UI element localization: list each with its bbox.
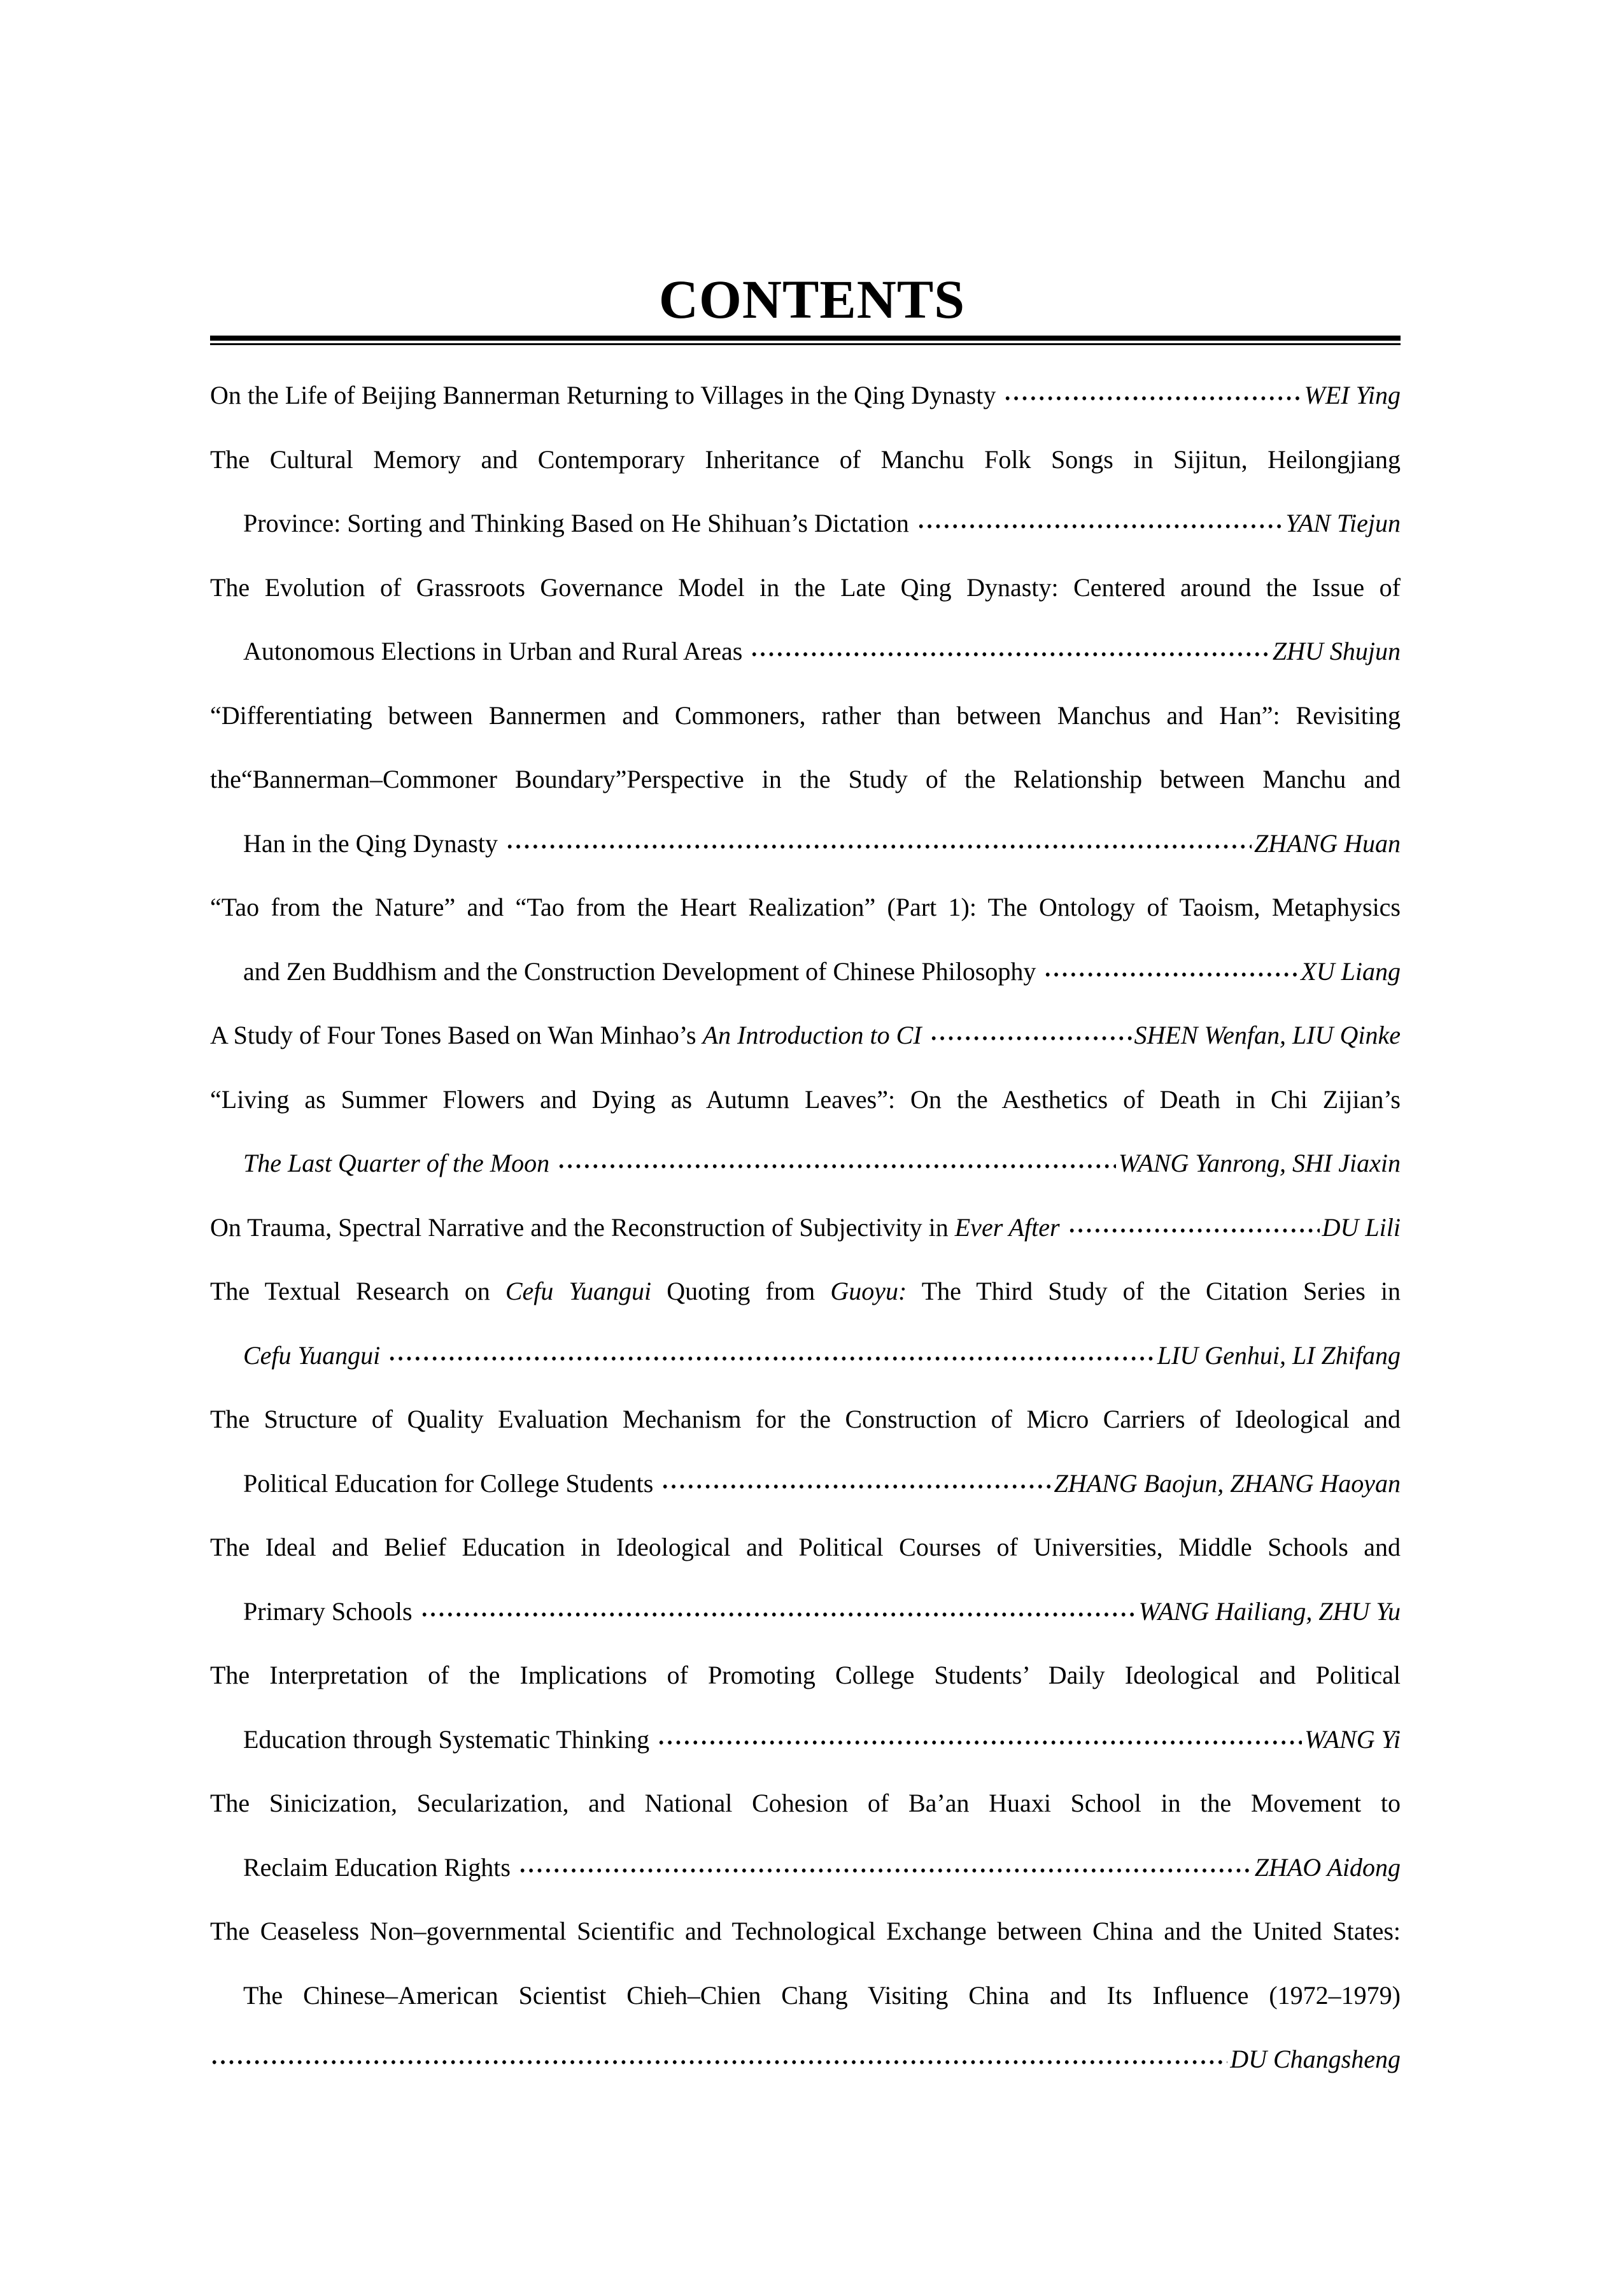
entry-title-text (210, 1004, 922, 1068)
entry-title-text: The Ceaseless Non–governmental Scientific and Technological Exchange between China and the United States: (210, 1917, 1401, 1945)
entry-title-text: The Chinese–American Scientist Chieh–Chien Chang Visiting China and Its Influence (1972–1979) (243, 1980, 1401, 2010)
work-title-italic: Cefu Yuangui (243, 1340, 381, 1370)
entry-title-text: “Differentiating between Bannermen and Commoners, rather than between Manchus and Han”: Revisiting (210, 700, 1401, 730)
toc-entry-line (210, 1196, 1401, 1260)
entry-title-text (210, 1196, 1060, 1260)
toc-entry-line (210, 1899, 1401, 1964)
toc-entry-line (210, 364, 1401, 428)
toc-entry-line (210, 940, 1401, 1004)
toc-entry-line (210, 1004, 1401, 1068)
entry-title-text: The Ideal and Belief Education in Ideological and Political Courses of Universities, Middle Schools and (210, 1533, 1401, 1561)
author-names: ZHANG Huan (1253, 828, 1401, 858)
entry-title-text: Han in the Qing Dynasty (243, 828, 498, 858)
entry-title-text: On Trauma, Spectral Narrative and the Reconstruction of Subjectivity in (210, 1212, 955, 1242)
toc-list (210, 364, 1401, 2092)
entry-title-text: Primary Schools (243, 1596, 413, 1626)
author-names: DU Changsheng (1230, 2045, 1401, 2073)
entry-title-text: Quoting from (651, 1277, 831, 1305)
page-title: CONTENTS (658, 269, 966, 330)
entry-title-text: The Sinicization, Secularization, and National Cohesion of Ba’an Huaxi School in the Movement to (210, 1789, 1401, 1817)
entry-title-text: The Interpretation of the Implications of Promoting College Students’ Daily Ideological and Political (210, 1661, 1401, 1689)
dot-leader (750, 649, 1270, 660)
dot-leader (1003, 393, 1301, 404)
dot-leader (505, 841, 1252, 852)
entry-title-text: Reclaim Education Rights (243, 1852, 511, 1882)
entry-title-text: Province: Sorting and Thinking Based on He Shihuan’s Dictation (243, 509, 909, 537)
entry-title-text: A Study of Four Tones Based on Wan Minhao’s (210, 1021, 703, 1049)
toc-entry-line (210, 2027, 1401, 2092)
entry-title-text: The Third Study of the Citation Series in (907, 1277, 1401, 1305)
toc-entry-line (210, 748, 1401, 812)
author-names: ZHU Shujun (1272, 637, 1401, 665)
toc-entry-line (210, 1516, 1401, 1580)
author-names: YAN Tiejun (1285, 509, 1401, 537)
toc-entry-line (210, 1388, 1401, 1452)
toc-entry-line (210, 1132, 1401, 1196)
work-title-italic: Ever After (954, 1212, 1060, 1242)
entry-title-text: The Cultural Memory and Contemporary Inheritance of Manchu Folk Songs in Sijitun, Heilongjiang (210, 444, 1401, 474)
dot-leader (388, 1353, 1155, 1364)
dot-leader (657, 1737, 1302, 1748)
toc-entry-line (210, 1771, 1401, 1836)
dot-leader (210, 2057, 1227, 2068)
author-names: ZHAO Aidong (1254, 1852, 1401, 1882)
toc-entry-line (210, 1836, 1401, 1900)
author-names: DU Lili (1322, 1212, 1401, 1242)
toc-entry-line (210, 1644, 1401, 1708)
author-names: WANG Yanrong, SHI Jiaxin (1118, 1149, 1401, 1177)
author-names: LIU Genhui, LI Zhifang (1157, 1340, 1401, 1370)
toc-entry-line (210, 556, 1401, 620)
toc-entry-line (210, 812, 1401, 876)
toc-entry-line (210, 1324, 1401, 1388)
toc-entry-line (210, 428, 1401, 492)
toc-entry-line (210, 1964, 1401, 2028)
title-double-rule (210, 336, 1401, 345)
entry-title-text: The Textual Research on (210, 1277, 505, 1305)
entry-title-text: Education through Systematic Thinking (243, 1724, 650, 1754)
author-names: XU Liang (1301, 956, 1401, 986)
entry-title-text: Political Education for College Students (243, 1468, 654, 1498)
entry-title-text: “Living as Summer Flowers and Dying as Autumn Leaves”: On the Aesthetics of Death in Chi Zijian’s (210, 1084, 1401, 1114)
dot-leader (1043, 969, 1298, 980)
toc-entry-line (210, 1708, 1401, 1772)
entry-title-text: The Structure of Quality Evaluation Mechanism for the Construction of Micro Carriers of Ideological and (210, 1405, 1401, 1433)
work-title-italic: The Last Quarter of the Moon (243, 1149, 550, 1177)
toc-entry-line (210, 1068, 1401, 1132)
entry-title-text: The Evolution of Grassroots Governance Model in the Late Qing Dynasty: Centered around the Issue of (210, 572, 1401, 602)
toc-entry-line (210, 620, 1401, 684)
toc-entry-line (210, 1452, 1401, 1516)
entry-title-text: the“Bannerman–Commoner Boundary”Perspective in the Study of the Relationship between Manchu and (210, 765, 1401, 793)
toc-entry-line (210, 492, 1401, 556)
dot-leader (661, 1481, 1051, 1492)
dot-leader (929, 1033, 1132, 1044)
author-names: WANG Yi (1304, 1724, 1401, 1754)
dot-leader (1068, 1225, 1320, 1236)
author-names: ZHANG Baojun, ZHANG Haoyan (1054, 1468, 1401, 1498)
toc-entry-line (210, 1260, 1401, 1324)
work-title-italic: An Introduction to CI (702, 1021, 922, 1049)
entry-title-text: and Zen Buddhism and the Construction Development of Chinese Philosophy (243, 956, 1036, 986)
toc-entry-line (210, 876, 1401, 940)
dot-leader (557, 1161, 1116, 1172)
dot-leader (518, 1865, 1252, 1876)
toc-entry-line (210, 684, 1401, 748)
author-names: SHEN Wenfan, LIU Qinke (1134, 1021, 1401, 1049)
work-title-italic: Cefu Yuangui (505, 1277, 652, 1305)
entry-title-text: On the Life of Beijing Bannerman Returning to Villages in the Qing Dynasty (210, 381, 996, 409)
work-title-italic: Guoyu: (830, 1277, 907, 1305)
dot-leader (917, 521, 1283, 532)
author-names: WEI Ying (1304, 381, 1401, 409)
author-names: WANG Hailiang, ZHU Yu (1138, 1596, 1401, 1626)
entry-title-text: Autonomous Elections in Urban and Rural Areas (243, 637, 743, 665)
entry-title-text: “Tao from the Nature” and “Tao from the Heart Realization” (Part 1): The Ontology of Taoism, Metaphysics (210, 893, 1401, 921)
dot-leader (420, 1609, 1136, 1620)
toc-entry-line (210, 1580, 1401, 1644)
